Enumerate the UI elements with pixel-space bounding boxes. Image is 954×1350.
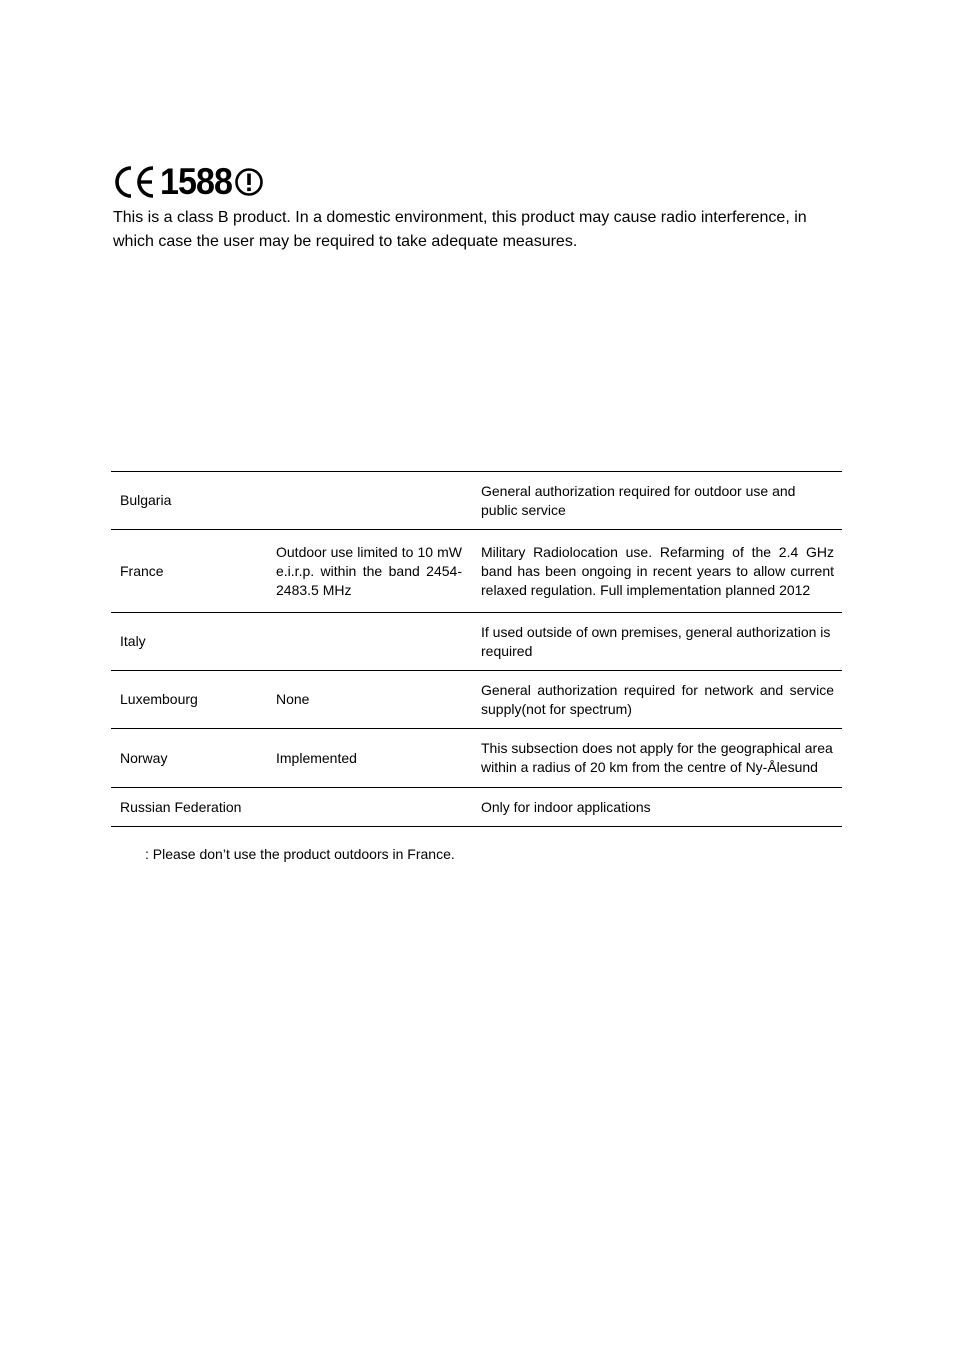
ce-marking-icon [112, 165, 156, 199]
alert-class-2-icon [234, 167, 264, 197]
country-cell: France [120, 562, 164, 579]
country-cell: Russian Federation [120, 798, 242, 815]
note-cell: General authorization required for outdoor use and public service [481, 482, 796, 518]
country-restrictions-table [111, 471, 842, 827]
country-cell: Luxembourg [120, 691, 198, 707]
country-cell: Bulgaria [120, 492, 172, 508]
note-cell: If used outside of own premises, general authorization is required [481, 623, 831, 659]
ce-mark [112, 163, 264, 201]
table-row [111, 729, 842, 788]
note-cell: Military Radiolocation use. Refarming of the 2.4 GHz band has been ongoing in recent years to allow current relaxed regulation. Full implementation planned 2012 [481, 543, 834, 598]
implementation-cell: Outdoor use limited to 10 mW e.i.r.p. within the band 2454-2483.5 MHz [276, 543, 462, 598]
table-row [111, 788, 842, 827]
notified-body-number: 1588 [160, 161, 233, 202]
country-cell: Norway [120, 749, 168, 766]
implementation-cell [268, 472, 472, 530]
table-row [111, 613, 842, 671]
implementation-cell: None [276, 691, 310, 707]
country-cell: Italy [120, 633, 146, 649]
implementation-cell [268, 613, 472, 671]
table-row [111, 671, 842, 729]
note-cell: This subsection does not apply for the geographical area within a radius of 20 km from the centre of Ny-Ålesund [481, 740, 833, 775]
class-b-notice: This is a class B product. In a domestic environment, this product may cause radio interference, in which case the user may be required to take adequate measures. [113, 209, 807, 250]
implementation-cell: Implemented [276, 749, 357, 766]
note-cell: General authorization required for network and service supply(not for spectrum) [481, 681, 834, 717]
table-row [111, 472, 842, 530]
implementation-cell [268, 788, 472, 827]
footnote: : Please don’t use the product outdoors in France. [145, 846, 455, 862]
table-row [111, 530, 842, 613]
note-cell: Only for indoor applications [481, 798, 651, 815]
